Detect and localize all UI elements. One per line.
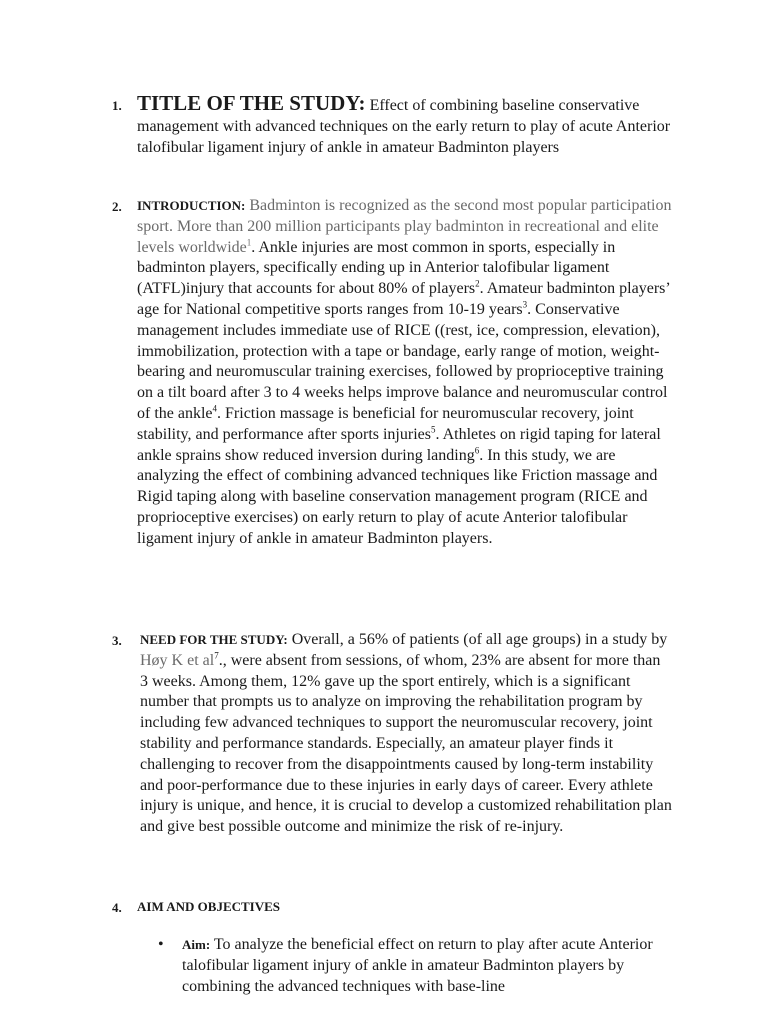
- section-number: 1.: [112, 98, 122, 113]
- section-heading: INTRODUCTION:: [137, 198, 246, 213]
- section-number: 2.: [112, 199, 122, 214]
- title-text: Effect of combining baseline conservative management with advanced techniques on the early return to play of acute Anterior talofibular ligament injury of ankle in amateur Badminton players: [137, 97, 671, 156]
- need-text: ., were absent from sessions, of whom, 23% are absent for more than 3 weeks. Among them, 12% gave up the sport entirely, which is a significant number that prompts us to analyze on improving the rehabilitation program by including few advanced techniques to support the neuromuscular recovery, joint stability and performance standards. Especially, an amateur player finds it challenging to recover from the disappointments caused by long-term instability and poor-performance due to these injuries in early days of career. Every athlete injury is unique, and hence, it is crucial to develop a customized rehabilitation plan and give best possible outcome and minimize the risk of re-injury.: [140, 651, 672, 836]
- section-text: [140, 630, 672, 838]
- ref-superscript: 3: [522, 299, 528, 310]
- ref-superscript: 4: [212, 403, 218, 414]
- bullet-icon: •: [158, 936, 164, 953]
- intro-text: . Ankle injuries are most common in sports, especially in badminton players, specifically ending up in Anterior talofibular ligament (ATFL)injury that accounts for about 80% of players: [137, 238, 616, 298]
- author-citation: Høy K et al: [140, 651, 215, 669]
- intro-text: . In this study, we are analyzing the effect of combining advanced techniques like Friction massage and Rigid taping along with baseline conservation management program (RICE and proprioceptive exercises) on early return to play of acute Anterior talofibular ligament injury of ankle in amateur Badminton players.: [137, 446, 658, 547]
- section-text: [137, 897, 672, 918]
- aim-bullet-item: [158, 934, 668, 997]
- ref-superscript: 5: [430, 424, 436, 435]
- ref-superscript: 1: [246, 237, 252, 248]
- aim-text: To analyze the beneficial effect on return to play after acute Anterior talofibular ligament injury of ankle in amateur Badminton players by combining the advanced techniques with base-line: [182, 936, 653, 995]
- aim-label: Aim:: [182, 937, 211, 952]
- section-number: 4.: [112, 900, 122, 915]
- section-heading: TITLE OF THE STUDY:: [137, 91, 366, 115]
- intro-text: . Conservative management includes immediate use of RICE ((rest, ice, compression, elevation), immobilization, protection with a tape or bandage, early range of motion, weight-bearing and neuromuscular training exercises, followed by proprioceptive training on a tilt board after 3 to 4 weeks helps improve balance and neuromuscular control of the ankle: [137, 300, 668, 422]
- section-aim-objectives: [112, 897, 672, 918]
- intro-text: . Amateur badminton players’ age for National competitive sports ranges from 10-19 years: [137, 280, 670, 318]
- section-heading: AIM AND OBJECTIVES: [137, 899, 281, 914]
- section-heading: NEED FOR THE STUDY:: [140, 632, 288, 647]
- intro-text: . Friction massage is beneficial for neuromuscular recovery, joint stability, and performance after sports injuries: [137, 404, 634, 443]
- ref-superscript: 2: [475, 278, 480, 289]
- ref-superscript: 6: [474, 445, 480, 456]
- section-introduction: [112, 196, 672, 550]
- intro-text: . Athletes on rigid taping for lateral ankle sprains show reduced inversion during landing: [137, 425, 661, 464]
- bullet-text: [182, 934, 668, 997]
- need-text: Overall, a 56% of patients (of all age groups) in a study by: [287, 631, 668, 648]
- section-need-for-study: [112, 630, 672, 838]
- section-title-of-study: [112, 93, 672, 158]
- section-number: 3.: [112, 633, 122, 648]
- intro-grey-text: Badminton is recognized as the second most popular participation sport. More than 200 million participants play badminton in recreational and elite levels worldwide: [137, 197, 672, 256]
- ref-superscript: 7: [214, 650, 219, 661]
- section-text: [137, 196, 672, 550]
- section-text: [137, 93, 672, 158]
